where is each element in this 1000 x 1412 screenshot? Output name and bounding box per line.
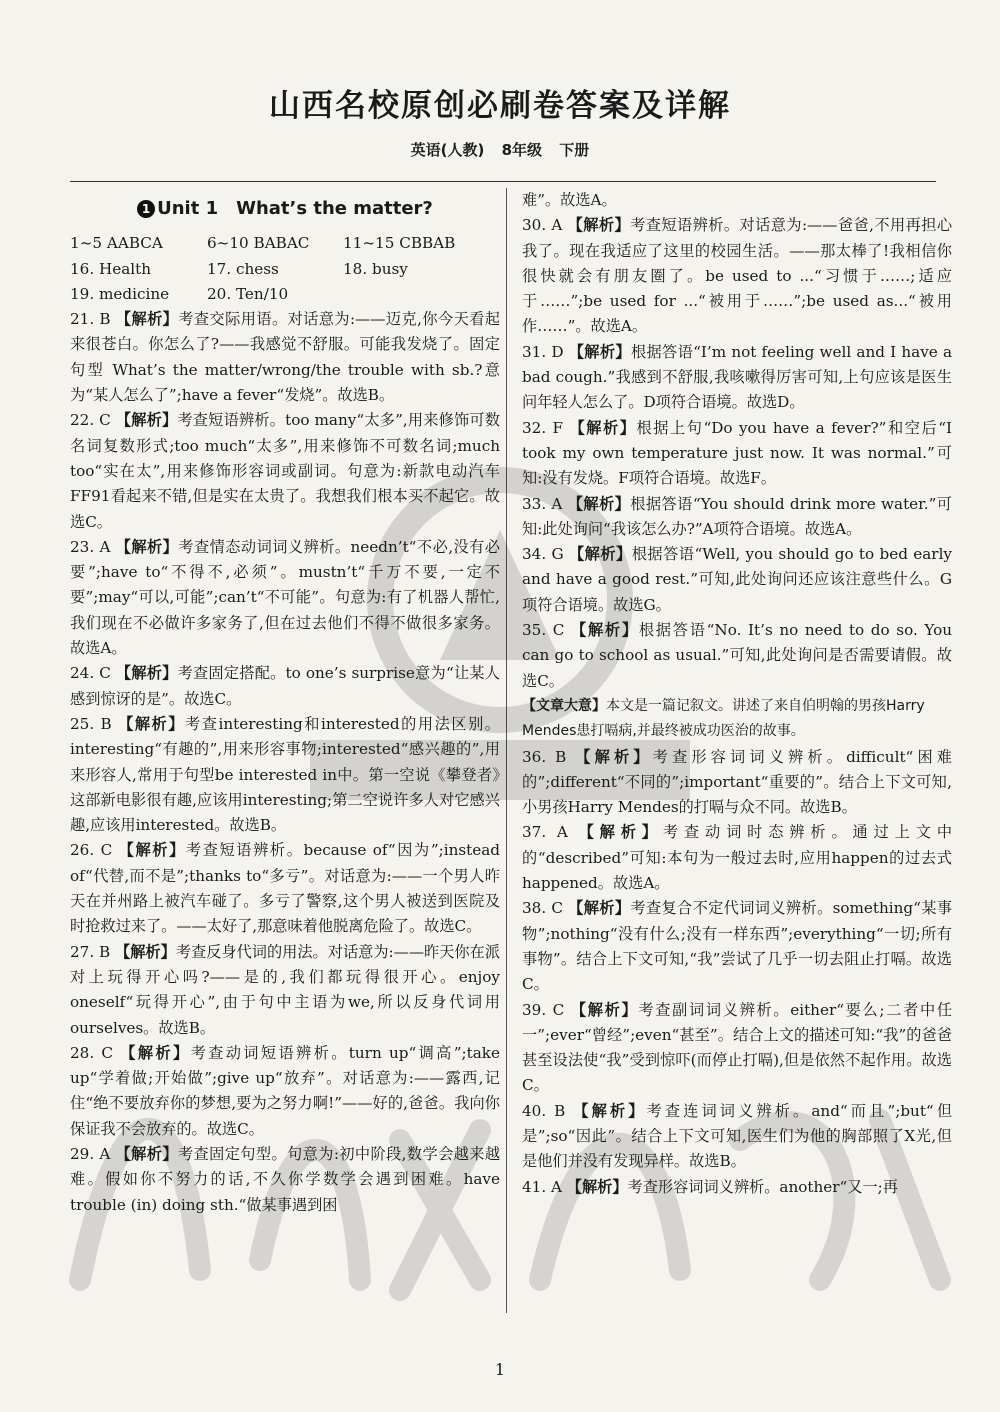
analysis-tag: 【解析】	[568, 899, 631, 918]
item-number: 35. C	[522, 621, 565, 640]
term-label: 下册	[559, 141, 590, 159]
answer-key	[70, 231, 500, 307]
item-number: 36. B	[522, 747, 567, 766]
answer-key-cell: 18. busy	[343, 259, 408, 278]
item-number: 22. C	[70, 411, 111, 430]
item-text: 考查动词短语辨析。turn up“调高”;take up“学着做;开始做”;give up“放弃”。对话意为:——露西,记住“绝不要放弃你的梦想,要为之努力啊!”——好的,爸爸。我向你保证我不会放弃的。故选C。	[70, 1043, 500, 1138]
unit-title: Unit 1 What’s the matter?	[157, 198, 433, 219]
analysis-tag: 【解析】	[115, 1144, 178, 1163]
explanation-item	[70, 712, 500, 838]
item-text: 根据答语“You should drink more water.”可知:此处询问“我该怎么办?”A项符合语境。故选A。	[522, 494, 952, 538]
subject-label: 英语(人教)	[410, 141, 485, 159]
page-number: 1	[494, 1360, 506, 1379]
explanation-item	[522, 542, 952, 618]
item-text: 考查情态动词词义辨析。needn’t“不必,没有必要”;have to“不得不,必须”。mustn’t“千万不要,一定不要”;may“可以,可能”;can’t“不可能”。句意为:有了机器人帮忙,我们现在不必做许多家务了,但在过去他们不得不做很多家务。故选A。	[70, 537, 500, 658]
explanation-item	[70, 307, 500, 408]
item-number: 30. A	[522, 216, 563, 235]
answer-key-cell: 19. medicine	[70, 284, 170, 303]
item-text: 考查反身代词的用法。对话意为:——昨天你在派对上玩得开心吗?——是的,我们都玩得很开心。enjoy oneself“玩得开心”,由于句中主语为we,所以反身代词用ourselves。故选B。	[70, 942, 501, 1037]
analysis-tag: 【解析】	[567, 216, 631, 235]
left-column	[70, 188, 500, 1218]
analysis-tag: 【解析】	[115, 310, 179, 329]
analysis-tag: 【解析】	[115, 942, 176, 961]
item-number: 32. F	[522, 418, 564, 437]
continued-text: 难”。故选A。	[522, 191, 617, 209]
analysis-tag: 【解析】	[578, 823, 663, 842]
item-number: 31. D	[522, 342, 564, 361]
item-text: 根据答语“Well, you should go to bed early and have a good rest.”可知,此处询问还应该注意些什么。G项符合语境。故选G。	[522, 545, 953, 614]
unit-number-badge: 1	[137, 200, 155, 218]
explanation-item	[522, 618, 952, 694]
item-number: 29. A	[70, 1144, 111, 1163]
item-text: 考查固定搭配。to one’s surprise意为“让某人感到惊讶的是”。故选C。	[70, 664, 500, 708]
analysis-tag: 【解析】	[118, 714, 186, 733]
analysis-tag: 【解析】	[115, 411, 178, 430]
header-divider	[70, 181, 936, 182]
analysis-tag: 【解析】	[115, 664, 178, 683]
item-text: 考查交际用语。对话意为:——迈克,你今天看起来很苍白。你怎么了?——我感觉不舒服。可能我发烧了。固定句型 What’s the matter/wrong/the trouble with sb.?意为“某人怎么了”;have a fever“发烧”。故选B。	[70, 310, 501, 405]
item-text: 考查复合不定代词词义辨析。something“某事物”;nothing“没有什么;没有一样东西”;everything“一切;所有事物”。结合上下文可知,“我”尝试了几乎一切去阻止打嗝。故选C。	[522, 899, 953, 994]
item-text: 考查动词时态辨析。通过上文中的“described”可知:本句为一般过去时,应用happen的过去式happened。故选A。	[522, 823, 953, 893]
explanation-item	[522, 820, 952, 896]
page-subtitle	[0, 139, 1000, 160]
analysis-tag: 【解析】	[120, 1043, 191, 1062]
explanation-item	[70, 535, 500, 661]
item-number: 37. A	[522, 823, 568, 842]
passage-summary	[522, 694, 952, 745]
item-number: 38. C	[522, 899, 563, 918]
right-column	[522, 188, 952, 1200]
item-text: 考查短语辨析。too many“太多”,用来修饰可数名词复数形式;too much“太多”,用来修饰不可数名词;much too“实在太”,用来修饰形容词或副词。句意为:新款电动汽车FF91看起来不错,但是实在太贵了。我想我们根本买不起它。故选C。	[70, 411, 501, 531]
explanation-item	[522, 896, 952, 997]
item-text: 根据上句“Do you have a fever?”和空后“I took my own temperature just now. It was normal.”可知:没有发烧。F项符合语境。故选F。	[522, 418, 953, 488]
item-number: 23. A	[70, 537, 111, 556]
answer-key-cell: 1~5 AABCA	[70, 234, 163, 253]
explanation-item	[522, 213, 952, 339]
explanation-item	[522, 998, 952, 1099]
analysis-tag: 【解析】	[569, 418, 637, 437]
item-text: 根据答语“No. It’s no need to do so. You can go to school as usual.”可知,此处询问是否需要请假。故选C。	[522, 621, 953, 690]
answer-key-cell: 16. Health	[70, 259, 152, 278]
item-number: 21. B	[70, 310, 111, 329]
answer-key-cell: 17. chess	[207, 259, 279, 278]
answer-key-cell: 20. Ten/10	[207, 284, 289, 303]
item-text: 考查短语辨析。对话意为:——爸爸,不用再担心我了。现在我适应了这里的校园生活。——那太棒了!我相信你很快就会有朋友圈了。be used to ...“习惯于……;适应于……”;be used for ...“被用于……”;be used as...“被用作……”。故选A。	[522, 216, 953, 336]
answer-key-cell: 11~15 CBBAB	[343, 234, 456, 253]
analysis-tag: 【解析】	[568, 342, 631, 361]
summary-label: 【文章大意】	[522, 697, 606, 714]
analysis-tag: 【解析】	[118, 841, 186, 860]
explanation-item	[70, 940, 500, 1041]
page-header	[0, 80, 1000, 160]
answer-key-row	[70, 282, 500, 307]
explanation-item	[522, 1099, 952, 1175]
explanation-item	[522, 1175, 952, 1200]
explanation-item	[522, 416, 952, 492]
item-number: 25. B	[70, 714, 112, 733]
explanation-item	[70, 1142, 500, 1218]
item-number: 27. B	[70, 942, 111, 961]
grade-label: 8年级	[501, 141, 543, 159]
analysis-tag: 【解析】	[568, 545, 632, 564]
item-number: 39. C	[522, 1000, 565, 1019]
explanation-item	[70, 661, 500, 712]
explanation-item	[70, 1041, 500, 1142]
item-number: 34. G	[522, 545, 564, 564]
unit-heading	[70, 196, 500, 221]
summary-text: 本文是一篇记叙文。讲述了来自伯明翰的男孩Harry Mendes患打嗝病,并最终被成功医治的故事。	[522, 697, 925, 740]
answer-key-row	[70, 257, 500, 282]
explanation-item	[522, 492, 952, 543]
item-number: 40. B	[522, 1101, 566, 1120]
analysis-tag: 【解析】	[573, 1101, 647, 1120]
item-number: 24. C	[70, 664, 111, 683]
analysis-tag: 【解析】	[115, 537, 179, 556]
item-text: 考查固定句型。句意为:初中阶段,数学会越来越难。假如你不努力的话,不久你学数学会遇到困难。have trouble (in) doing sth.“做某事遇到困	[70, 1144, 501, 1214]
column-divider	[506, 188, 507, 1313]
item-number: 41. A	[522, 1177, 562, 1196]
analysis-tag: 【解析】	[570, 1000, 639, 1019]
item-text: 考查形容词词义辨析。difficult“困难的”;different“不同的”;important“重要的”。结合上下文可知,小男孩Harry Mendes的打嗝与众不同。故选B。	[522, 747, 952, 817]
item-text: 考查形容词词义辨析。another“又一;再	[627, 1177, 898, 1196]
answer-key-cell: 6~10 BABAC	[207, 234, 310, 253]
explanation-item	[522, 340, 952, 416]
answer-key-row	[70, 231, 500, 256]
page-title: 山西名校原创必刷卷答案及详解	[269, 88, 731, 124]
item-text: 考查副词词义辨析。either“要么;二者中任一”;ever“曾经”;even“甚至”。结合上文的描述可知:“我”的爸爸甚至设法使“我”受到惊吓(而停止打嗝),但是依然不起作用。故选C。	[522, 1000, 953, 1095]
analysis-tag: 【解析】	[567, 494, 631, 513]
explanation-item	[70, 838, 500, 939]
item-text: 考查interesting和interested的用法区别。interesting“有趣的”,用来形容事物;interested“感兴趣的”,用来形容人,常用于句型be interested in中。第一空说《攀登者》这部新电影很有趣,应该用interesting;第二空说许多人对它感兴趣,应该用interested。故选B。	[70, 714, 500, 835]
item-text: 考查连词词义辨析。and“而且”;but“但是”;so“因此”。结合上下文可知,医生们为他的胸部照了X光,但是他们并没有发现异样。故选B。	[522, 1101, 953, 1171]
analysis-tag: 【解析】	[566, 1177, 628, 1196]
item-number: 26. C	[70, 841, 113, 860]
analysis-tag: 【解析】	[575, 747, 653, 766]
analysis-tag: 【解析】	[570, 621, 639, 640]
explanation-item	[522, 745, 952, 821]
item-text: 考查短语辨析。because of“因为”;instead of“代替,而不是”;thanks to“多亏”。对话意为:——一个男人昨天在并州路上被汽车碰了。多亏了警察,这个男人被送到医院及时抢救过来了。——太好了,那意味着他脱离危险了。故选C。	[70, 841, 501, 936]
item-text: 根据答语“I’m not feeling well and I have a bad cough.”我感到不舒服,我咳嗽得厉害可知,上句应该是医生问年轻人怎么了。D项符合语境。故选D。	[522, 342, 953, 412]
item-number: 33. A	[522, 494, 563, 513]
explanation-item	[70, 408, 500, 534]
item-number: 28. C	[70, 1043, 113, 1062]
